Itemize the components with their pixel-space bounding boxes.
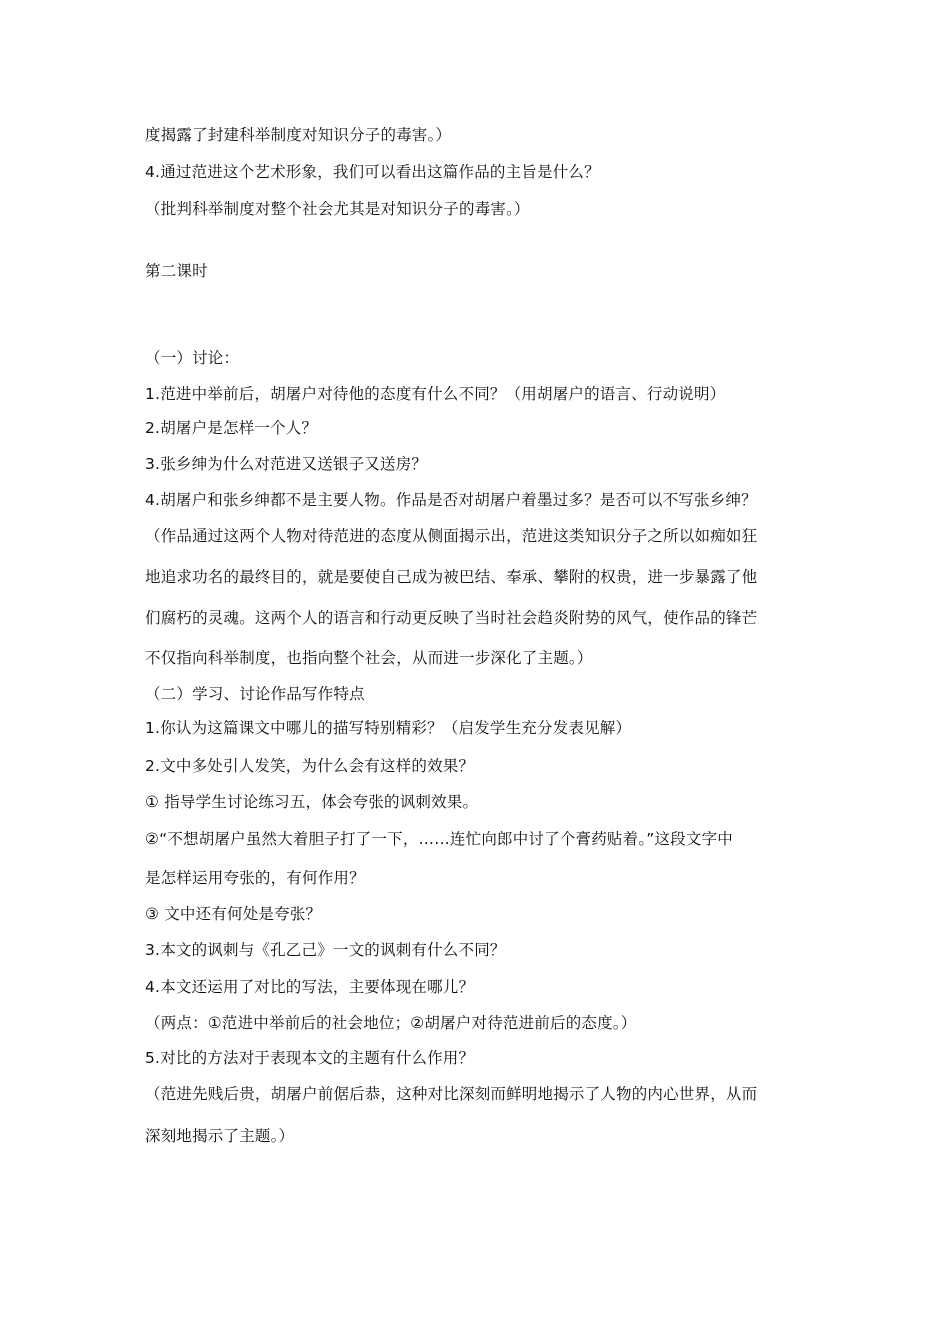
sub-item-2-cont: 是怎样运用夸张的，有何作用？ <box>145 869 365 887</box>
answer-line: 地追求功名的最终目的，就是要使自己成为被巴结、奉承、攀附的权贵，进一步暴露了他 <box>145 568 758 586</box>
text-line: 度揭露了封建科举制度对知识分子的毒害。） <box>145 126 452 144</box>
sub-item-1: ① 指导学生讨论练习五，体会夸张的讽刺效果。 <box>145 793 479 811</box>
question-3b: 3.本文的讽刺与《孔乙己》一文的讽刺有什么不同？ <box>145 941 506 959</box>
section-heading: 第二课时 <box>145 262 208 280</box>
question-4b: 4.胡屠户和张乡绅都不是主要人物。作品是否对胡屠户着墨过多？是否可以不写张乡绅？ <box>145 491 757 509</box>
answer-4c: （两点：①范进中举前后的社会地位；②胡屠户对待范进前后的态度。） <box>145 1014 637 1032</box>
sub-item-3: ③ 文中还有何处是夸张？ <box>145 905 322 923</box>
question-2: 2.胡屠户是怎样一个人？ <box>145 419 318 437</box>
answer-4: （批判科举制度对整个社会尤其是对知识分子的毒害。） <box>145 200 530 218</box>
question-1: 1.范进中举前后，胡屠户对待他的态度有什么不同？（用胡屠户的语言、行动说明） <box>145 385 726 403</box>
question-1b: 1.你认为这篇课文中哪儿的描写特别精彩？（启发学生充分发表见解） <box>145 719 632 737</box>
question-2b: 2.文中多处引人发笑，为什么会有这样的效果？ <box>145 757 475 775</box>
question-3: 3.张乡绅为什么对范进又送银子又送房？ <box>145 455 428 473</box>
question-5: 5.对比的方法对于表现本文的主题有什么作用？ <box>145 1049 475 1067</box>
answer-line: （作品通过这两个人物对待范进的态度从侧面揭示出，范进这类知识分子之所以如痴如狂 <box>145 527 758 545</box>
subsection-heading: （二）学习、讨论作品写作特点 <box>145 685 365 703</box>
answer-5: （范进先贱后贵，胡屠户前倨后恭，这种对比深刻而鲜明地揭示了人物的内心世界，从而 <box>145 1085 758 1103</box>
answer-5-cont: 深刻地揭示了主题。） <box>145 1127 295 1145</box>
sub-item-2: ②“不想胡屠户虽然大着胆子打了一下，……连忙向郎中讨了个膏药贴着。”这段文字中 <box>145 830 734 848</box>
question-4c: 4.本文还运用了对比的写法，主要体现在哪儿？ <box>145 978 475 996</box>
answer-line: 不仅指向科举制度，也指向整个社会，从而进一步深化了主题。） <box>145 649 593 667</box>
subsection-heading: （一）讨论： <box>145 349 240 367</box>
question-4: 4.通过范进这个艺术形象，我们可以看出这篇作品的主旨是什么？ <box>145 163 600 181</box>
answer-line: 们腐朽的灵魂。这两个人的语言和行动更反映了当时社会趋炎附势的风气，使作品的锋芒 <box>145 609 758 627</box>
